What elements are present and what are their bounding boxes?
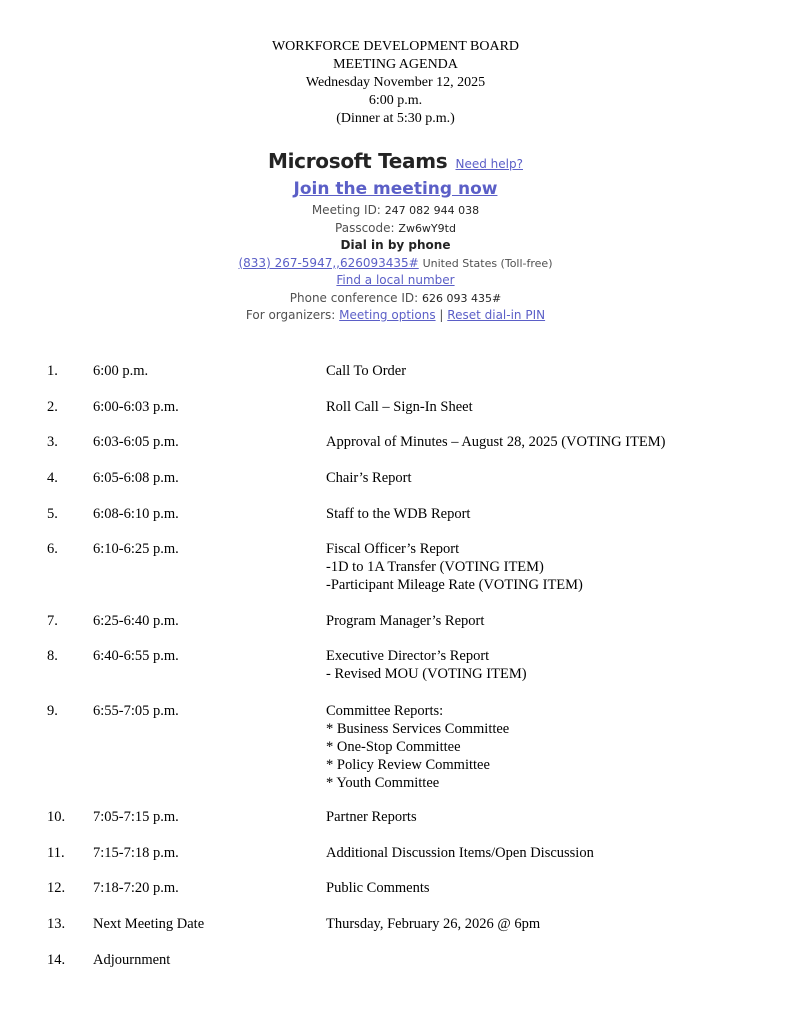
agenda-item-description: [326, 647, 527, 683]
agenda-item-description: [326, 469, 412, 487]
organizers-separator: |: [439, 308, 444, 322]
board-name: WORKFORCE DEVELOPMENT BOARD: [271, 39, 520, 54]
agenda-item-number: 2.: [47, 399, 58, 415]
meeting-id-label: Meeting ID:: [311, 203, 381, 217]
agenda-item-title: Approval of Minutes – August 28, 2025 (VOTING ITEM): [326, 434, 666, 450]
agenda-item-title: Roll Call – Sign-In Sheet: [326, 399, 473, 415]
conference-id-value: 626 093 435#: [422, 291, 502, 305]
organizers-row: [0, 307, 791, 325]
need-help-link[interactable]: Need help?: [455, 157, 523, 171]
teams-title-row: [0, 146, 791, 176]
agenda-item-title: Program Manager’s Report: [326, 613, 485, 629]
agenda-item-description: [326, 702, 509, 792]
meeting-id-row: [0, 202, 791, 220]
agenda-item-time: 6:55-7:05 p.m.: [93, 703, 179, 719]
agenda-item-title: Additional Discussion Items/Open Discussion: [326, 845, 594, 861]
agenda-item-description: [326, 915, 540, 933]
agenda-item-number: 9.: [47, 703, 58, 719]
agenda-item-title: Call To Order: [326, 363, 407, 379]
agenda-item-title: Executive Director’s Report: [326, 648, 490, 664]
agenda-item-number: 1.: [47, 363, 58, 379]
dial-region: United States (Toll-free): [422, 256, 553, 270]
agenda-item-subline: * Youth Committee: [326, 775, 440, 791]
agenda-item-title: Fiscal Officer’s Report: [326, 541, 460, 557]
agenda-item-time: 7:15-7:18 p.m.: [93, 845, 179, 861]
join-row: [0, 176, 791, 202]
agenda-item-number: 14.: [47, 952, 66, 968]
agenda-item-time: 6:00-6:03 p.m.: [93, 399, 179, 415]
conference-id-label: Phone conference ID:: [289, 290, 419, 305]
agenda-item-time: Next Meeting Date: [93, 916, 205, 932]
agenda-item-time: 7:05-7:15 p.m.: [93, 809, 179, 825]
agenda-item-number: 11.: [47, 845, 65, 861]
agenda-item-subline: -Participant Mileage Rate (VOTING ITEM): [326, 577, 583, 593]
agenda-item-description: [326, 844, 594, 862]
dial-in-title-row: [0, 237, 791, 255]
passcode-row: [0, 220, 791, 238]
agenda-item-title: Staff to the WDB Report: [326, 506, 471, 522]
agenda-item-description: [326, 879, 430, 897]
agenda-item-title: Thursday, February 26, 2026 @ 6pm: [326, 916, 541, 932]
meeting-id-value: 247 082 944 038: [384, 204, 480, 217]
agenda-item-subline: - Revised MOU (VOTING ITEM): [326, 666, 527, 682]
agenda-item-title: Chair’s Report: [326, 470, 412, 486]
agenda-item-time: 6:40-6:55 p.m.: [93, 648, 179, 664]
agenda-item-number: 5.: [47, 506, 58, 522]
agenda-item-number: 6.: [47, 541, 58, 557]
dial-number-link[interactable]: (833) 267-5947,,626093435#: [238, 255, 419, 270]
join-meeting-link[interactable]: Join the meeting now: [293, 179, 498, 199]
agenda-item-title: Partner Reports: [326, 809, 417, 825]
agenda-item-description: [326, 612, 484, 630]
reset-dial-in-pin-link[interactable]: Reset dial-in PIN: [447, 308, 546, 322]
agenda-item-description: [326, 362, 406, 380]
passcode-label: Passcode:: [335, 220, 395, 235]
agenda-item-time: 6:05-6:08 p.m.: [93, 470, 179, 486]
agenda-item-number: 7.: [47, 613, 58, 629]
agenda-item-time: 6:03-6:05 p.m.: [93, 434, 179, 450]
agenda-item-number: 13.: [47, 916, 66, 932]
agenda-item-description: [326, 540, 583, 594]
meeting-date: Wednesday November 12, 2025: [305, 75, 486, 90]
agenda-item-number: 12.: [47, 880, 66, 896]
agenda-item-description: [326, 433, 666, 451]
find-local-number-link[interactable]: Find a local number: [336, 273, 455, 287]
agenda-item-number: 4.: [47, 470, 58, 486]
conference-id-row: [0, 290, 791, 308]
agenda-item-subline: * One-Stop Committee: [326, 739, 461, 755]
agenda-item-number: 8.: [47, 648, 58, 664]
agenda-item-subline: * Business Services Committee: [326, 721, 510, 737]
teams-meeting-block: [0, 146, 791, 325]
agenda-item-number: 3.: [47, 434, 58, 450]
agenda-item-time: 7:18-7:20 p.m.: [93, 880, 179, 896]
dial-in-title: Dial in by phone: [340, 238, 451, 252]
agenda-item-title: Committee Reports:: [326, 703, 444, 719]
agenda-item-description: [326, 505, 470, 523]
agenda-item-time: 6:25-6:40 p.m.: [93, 613, 179, 629]
agenda-item-description: [326, 808, 417, 826]
agenda-item-title: Public Comments: [326, 880, 430, 896]
agenda-item-time: Adjournment: [93, 952, 171, 968]
teams-title: Microsoft Teams: [268, 149, 448, 173]
agenda-item-description: [326, 398, 473, 416]
agenda-item-time: 6:08-6:10 p.m.: [93, 506, 179, 522]
find-local-row: [0, 272, 791, 290]
agenda-item-time: 6:10-6:25 p.m.: [93, 541, 179, 557]
agenda-item-time: 6:00 p.m.: [93, 363, 149, 379]
organizers-label: For organizers:: [245, 308, 336, 322]
document-header: [0, 38, 791, 128]
dinner-time: (Dinner at 5:30 p.m.): [336, 111, 455, 126]
meeting-options-link[interactable]: Meeting options: [339, 308, 436, 322]
agenda-item-subline: * Policy Review Committee: [326, 757, 490, 773]
document-title: MEETING AGENDA: [333, 57, 458, 72]
dial-number-row: [0, 255, 791, 273]
agenda-item-number: 10.: [47, 809, 66, 825]
agenda-item-subline: -1D to 1A Transfer (VOTING ITEM): [326, 559, 544, 575]
passcode-value: Zw6wY9td: [398, 221, 456, 235]
meeting-time: 6:00 p.m.: [368, 93, 423, 108]
